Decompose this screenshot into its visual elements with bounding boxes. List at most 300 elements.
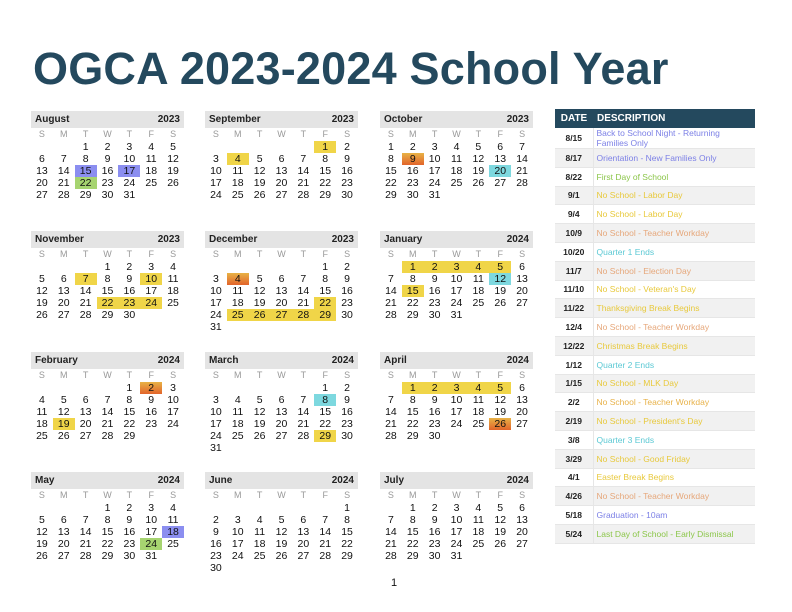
month-may — [31, 472, 184, 562]
weekday-label: S — [170, 129, 177, 139]
day-12: 12 — [167, 153, 179, 165]
day-15: 15 — [101, 285, 114, 297]
day-10: 10 — [167, 394, 179, 406]
day-18: 18 — [167, 285, 179, 297]
weekday-label: S — [519, 249, 526, 259]
month-header — [31, 352, 184, 369]
day-5: 5 — [256, 394, 263, 406]
day-15: 15 — [123, 406, 136, 418]
month-header — [31, 111, 184, 128]
day-5: 5 — [256, 273, 263, 285]
day-24: 24 — [123, 177, 136, 189]
empty-day — [489, 550, 511, 562]
empty-day — [249, 321, 271, 333]
empty-day — [205, 261, 227, 273]
day-12: 12 — [472, 153, 485, 165]
month-header — [205, 231, 358, 248]
empty-day — [271, 141, 293, 153]
day-7: 7 — [519, 141, 525, 153]
day-12: 12 — [275, 526, 288, 538]
day-2: 2 — [424, 261, 446, 273]
day-23: 23 — [341, 297, 353, 309]
day-7: 7 — [82, 514, 89, 526]
day-17: 17 — [450, 406, 463, 418]
legend-description: No School - Teacher Workday — [593, 487, 755, 506]
empty-day — [31, 502, 53, 514]
day-9: 9 — [104, 153, 111, 165]
week-row — [31, 189, 184, 201]
legend-date: 3/29 — [555, 449, 593, 468]
weekday-label: T — [300, 490, 307, 500]
day-18: 18 — [36, 418, 48, 430]
day-17: 17 — [118, 165, 140, 177]
empty-day — [292, 382, 314, 394]
empty-day — [162, 550, 184, 562]
legend-description: No School - Election Day — [593, 261, 755, 280]
day-29: 29 — [341, 550, 353, 562]
day-9: 9 — [431, 394, 438, 406]
day-3: 3 — [148, 261, 155, 273]
weekday-label: S — [519, 490, 526, 500]
day-1: 1 — [322, 261, 329, 273]
weekday-label: S — [38, 129, 45, 139]
weekday-label: T — [126, 490, 133, 500]
weekday-row — [205, 369, 358, 382]
legend-description: Thanksgiving Break Begins — [593, 299, 755, 318]
day-4: 4 — [227, 153, 249, 165]
legend-header-row — [555, 109, 755, 128]
day-1: 1 — [126, 382, 133, 394]
week-row — [380, 538, 533, 550]
day-21: 21 — [79, 297, 92, 309]
legend-date: 10/9 — [555, 224, 593, 243]
day-16: 16 — [210, 538, 222, 550]
day-29: 29 — [406, 550, 419, 562]
legend-description: No School - Teacher Workday — [593, 393, 755, 412]
day-2: 2 — [344, 141, 350, 153]
legend-row — [555, 224, 755, 243]
day-25: 25 — [472, 538, 485, 550]
empty-day — [227, 442, 249, 454]
day-29: 29 — [123, 430, 136, 442]
empty-day — [446, 430, 468, 442]
day-31: 31 — [210, 442, 222, 454]
day-4: 4 — [467, 382, 489, 394]
day-31: 31 — [450, 309, 463, 321]
weekday-label: S — [212, 249, 219, 259]
day-16: 16 — [145, 406, 158, 418]
day-23: 23 — [428, 418, 441, 430]
empty-day — [511, 550, 533, 562]
empty-day — [271, 502, 293, 514]
day-4: 4 — [227, 273, 249, 285]
month-name: June — [209, 475, 233, 486]
empty-day — [31, 141, 53, 153]
day-30: 30 — [101, 189, 114, 201]
day-28: 28 — [319, 550, 332, 562]
day-6: 6 — [519, 261, 525, 273]
week-row — [380, 153, 533, 165]
day-20: 20 — [79, 418, 92, 430]
day-14: 14 — [516, 153, 528, 165]
day-10: 10 — [123, 153, 136, 165]
weekday-label: T — [126, 249, 133, 259]
week-row — [31, 297, 184, 309]
weekday-row — [31, 128, 184, 141]
legend-description: Last Day of School - Early Dismissal — [593, 524, 755, 543]
weekday-label: W — [452, 370, 461, 380]
day-15: 15 — [385, 165, 397, 177]
day-17: 17 — [210, 297, 222, 309]
empty-day — [227, 321, 249, 333]
empty-day — [162, 430, 184, 442]
day-14: 14 — [385, 285, 397, 297]
empty-day — [75, 502, 97, 514]
empty-day — [75, 261, 97, 273]
day-21: 21 — [57, 177, 70, 189]
weekday-label: T — [300, 129, 307, 139]
day-21: 21 — [297, 177, 310, 189]
day-4: 4 — [453, 141, 460, 153]
legend-description: No School - Teacher Workday — [593, 318, 755, 337]
day-11: 11 — [232, 406, 244, 418]
empty-day — [336, 321, 358, 333]
weekday-label: S — [212, 129, 219, 139]
day-21: 21 — [101, 418, 114, 430]
day-1: 1 — [322, 382, 329, 394]
month-name: September — [209, 114, 261, 125]
day-29: 29 — [385, 189, 397, 201]
legend-row — [555, 393, 755, 412]
day-9: 9 — [126, 273, 133, 285]
weekday-label: S — [38, 249, 45, 259]
legend-row — [555, 205, 755, 224]
weekday-row — [205, 248, 358, 261]
legend-row — [555, 355, 755, 374]
weekday-label: S — [387, 249, 394, 259]
week-row — [31, 141, 184, 153]
empty-day — [314, 321, 336, 333]
day-17: 17 — [428, 165, 441, 177]
weekday-label: W — [103, 129, 112, 139]
day-26: 26 — [36, 550, 48, 562]
legend-date: 9/4 — [555, 205, 593, 224]
day-20: 20 — [516, 285, 528, 297]
weekday-label: W — [452, 249, 461, 259]
month-year: 2024 — [506, 234, 529, 245]
day-20: 20 — [36, 177, 48, 189]
day-27: 27 — [297, 550, 310, 562]
empty-day — [271, 562, 293, 574]
day-23: 23 — [118, 297, 140, 309]
empty-day — [336, 442, 358, 454]
day-2: 2 — [104, 141, 111, 153]
day-23: 23 — [145, 418, 158, 430]
day-24: 24 — [231, 550, 244, 562]
day-4: 4 — [256, 514, 263, 526]
day-7: 7 — [300, 273, 307, 285]
day-2: 2 — [424, 382, 446, 394]
day-13: 13 — [57, 285, 70, 297]
legend-date-header: DATE — [555, 109, 593, 128]
day-26: 26 — [472, 177, 485, 189]
week-row — [205, 394, 358, 406]
day-20: 20 — [516, 526, 528, 538]
day-6: 6 — [519, 382, 525, 394]
day-25: 25 — [145, 177, 158, 189]
weekday-label: F — [497, 249, 503, 259]
day-14: 14 — [297, 285, 310, 297]
week-row — [380, 550, 533, 562]
legend-date: 1/15 — [555, 374, 593, 393]
day-22: 22 — [319, 177, 332, 189]
day-20: 20 — [275, 297, 288, 309]
legend-row — [555, 128, 755, 149]
legend-description: No School - Labor Day — [593, 186, 755, 205]
day-10: 10 — [140, 273, 162, 285]
empty-day — [446, 189, 468, 201]
weekday-label: M — [234, 490, 242, 500]
week-row — [205, 550, 358, 562]
day-28: 28 — [516, 177, 528, 189]
day-1: 1 — [409, 502, 416, 514]
day-19: 19 — [53, 418, 75, 430]
day-22: 22 — [319, 418, 332, 430]
weekday-label: F — [497, 490, 503, 500]
day-14: 14 — [79, 526, 92, 538]
day-6: 6 — [497, 141, 504, 153]
day-8: 8 — [409, 273, 416, 285]
week-row — [380, 177, 533, 189]
day-7: 7 — [388, 273, 394, 285]
day-29: 29 — [101, 550, 114, 562]
week-row — [205, 177, 358, 189]
day-19: 19 — [253, 418, 266, 430]
weekday-label: M — [234, 249, 242, 259]
day-25: 25 — [450, 177, 463, 189]
empty-day — [31, 382, 53, 394]
day-13: 13 — [494, 153, 507, 165]
empty-day — [511, 189, 533, 201]
month-name: May — [35, 475, 55, 486]
legend-row — [555, 468, 755, 487]
legend-description: No School - President's Day — [593, 412, 755, 431]
day-7: 7 — [60, 153, 67, 165]
day-25: 25 — [253, 550, 266, 562]
legend-description: Christmas Break Begins — [593, 336, 755, 355]
weekday-label: S — [38, 490, 45, 500]
day-6: 6 — [278, 394, 285, 406]
empty-day — [53, 141, 75, 153]
day-23: 23 — [101, 177, 114, 189]
empty-day — [271, 321, 293, 333]
week-row — [380, 141, 533, 153]
day-3: 3 — [453, 502, 460, 514]
weekday-label: F — [322, 370, 328, 380]
day-3: 3 — [170, 382, 176, 394]
day-10: 10 — [210, 406, 222, 418]
day-17: 17 — [145, 285, 158, 297]
weekday-label: S — [170, 490, 177, 500]
week-row — [380, 297, 533, 309]
legend-description-header: DESCRIPTION — [593, 109, 755, 128]
day-22: 22 — [385, 177, 397, 189]
day-3: 3 — [213, 394, 219, 406]
empty-day — [314, 562, 336, 574]
day-23: 23 — [123, 538, 136, 550]
day-2: 2 — [431, 502, 438, 514]
day-25: 25 — [231, 430, 244, 442]
week-row — [205, 153, 358, 165]
day-26: 26 — [57, 430, 70, 442]
day-22: 22 — [406, 538, 419, 550]
month-header — [380, 111, 533, 128]
weekday-row — [31, 489, 184, 502]
week-row — [31, 538, 184, 550]
empty-day — [97, 382, 119, 394]
day-11: 11 — [145, 153, 157, 165]
weekday-label: S — [344, 370, 351, 380]
day-12: 12 — [494, 394, 507, 406]
day-28: 28 — [385, 550, 397, 562]
empty-day — [227, 562, 249, 574]
day-6: 6 — [278, 153, 285, 165]
weekday-label: T — [431, 129, 438, 139]
day-20: 20 — [57, 538, 70, 550]
weekday-label: S — [212, 370, 219, 380]
day-20: 20 — [57, 297, 70, 309]
week-row — [31, 285, 184, 297]
week-row — [205, 285, 358, 297]
day-2: 2 — [344, 261, 350, 273]
legend-date: 12/4 — [555, 318, 593, 337]
week-row — [31, 550, 184, 562]
weekday-label: S — [170, 370, 177, 380]
empty-day — [249, 562, 271, 574]
day-16: 16 — [428, 406, 441, 418]
day-13: 13 — [275, 406, 288, 418]
day-11: 11 — [472, 273, 484, 285]
day-13: 13 — [275, 165, 288, 177]
day-2: 2 — [126, 261, 133, 273]
weekday-label: T — [82, 490, 89, 500]
day-9: 9 — [402, 153, 424, 165]
day-1: 1 — [104, 502, 111, 514]
week-row — [380, 430, 533, 442]
empty-day — [249, 141, 271, 153]
month-year: 2024 — [157, 355, 180, 366]
day-16: 16 — [123, 526, 136, 538]
day-24: 24 — [140, 297, 162, 309]
page-title: OGCA 2023-2024 School Year — [33, 43, 669, 94]
day-11: 11 — [451, 153, 462, 165]
day-18: 18 — [231, 297, 244, 309]
legend-date: 9/1 — [555, 186, 593, 205]
month-august — [31, 111, 184, 201]
legend-row — [555, 336, 755, 355]
week-row — [380, 502, 533, 514]
day-12: 12 — [253, 285, 266, 297]
week-row — [31, 430, 184, 442]
legend-date: 5/18 — [555, 506, 593, 525]
day-23: 23 — [428, 538, 441, 550]
day-13: 13 — [516, 394, 528, 406]
day-25: 25 — [231, 189, 244, 201]
day-5: 5 — [39, 514, 45, 526]
day-25: 25 — [167, 297, 179, 309]
week-row — [205, 165, 358, 177]
day-11: 11 — [254, 526, 266, 538]
day-14: 14 — [385, 526, 397, 538]
day-28: 28 — [297, 189, 310, 201]
weekday-row — [380, 128, 533, 141]
weekday-label: F — [148, 370, 154, 380]
weekday-label: S — [344, 249, 351, 259]
legend-date: 3/8 — [555, 430, 593, 449]
day-8: 8 — [322, 153, 329, 165]
weekday-label: T — [126, 129, 133, 139]
empty-day — [314, 502, 336, 514]
month-march — [205, 352, 358, 454]
legend-date: 1/12 — [555, 355, 593, 374]
weekday-label: T — [300, 370, 307, 380]
day-15: 15 — [402, 285, 424, 297]
day-11: 11 — [167, 514, 179, 526]
month-name: August — [35, 114, 70, 125]
empty-day — [467, 550, 489, 562]
week-row — [31, 153, 184, 165]
legend-row — [555, 430, 755, 449]
week-row — [31, 309, 184, 321]
day-29: 29 — [406, 309, 419, 321]
weekday-row — [205, 128, 358, 141]
day-14: 14 — [101, 406, 114, 418]
empty-day — [205, 382, 227, 394]
empty-day — [249, 442, 271, 454]
weekday-label: S — [387, 490, 394, 500]
day-12: 12 — [489, 273, 511, 285]
day-8: 8 — [104, 514, 111, 526]
day-30: 30 — [123, 550, 136, 562]
weekday-label: T — [475, 249, 482, 259]
day-15: 15 — [75, 165, 97, 177]
day-30: 30 — [341, 430, 353, 442]
legend-date: 2/19 — [555, 412, 593, 431]
legend-row — [555, 449, 755, 468]
day-22: 22 — [97, 297, 119, 309]
weekday-row — [31, 369, 184, 382]
day-14: 14 — [57, 165, 70, 177]
day-27: 27 — [516, 418, 528, 430]
weekday-row — [380, 248, 533, 261]
day-22: 22 — [314, 297, 336, 309]
weekday-label: F — [497, 370, 503, 380]
weekday-row — [380, 489, 533, 502]
day-5: 5 — [489, 382, 511, 394]
day-21: 21 — [297, 297, 310, 309]
day-7: 7 — [388, 514, 394, 526]
day-24: 24 — [140, 538, 162, 550]
weekday-label: M — [60, 249, 68, 259]
week-row — [205, 526, 358, 538]
legend-description: No School - Good Friday — [593, 449, 755, 468]
day-22: 22 — [406, 297, 419, 309]
empty-day — [489, 309, 511, 321]
day-3: 3 — [213, 153, 219, 165]
weekday-label: F — [322, 490, 328, 500]
weekday-label: W — [452, 129, 461, 139]
day-21: 21 — [79, 538, 92, 550]
